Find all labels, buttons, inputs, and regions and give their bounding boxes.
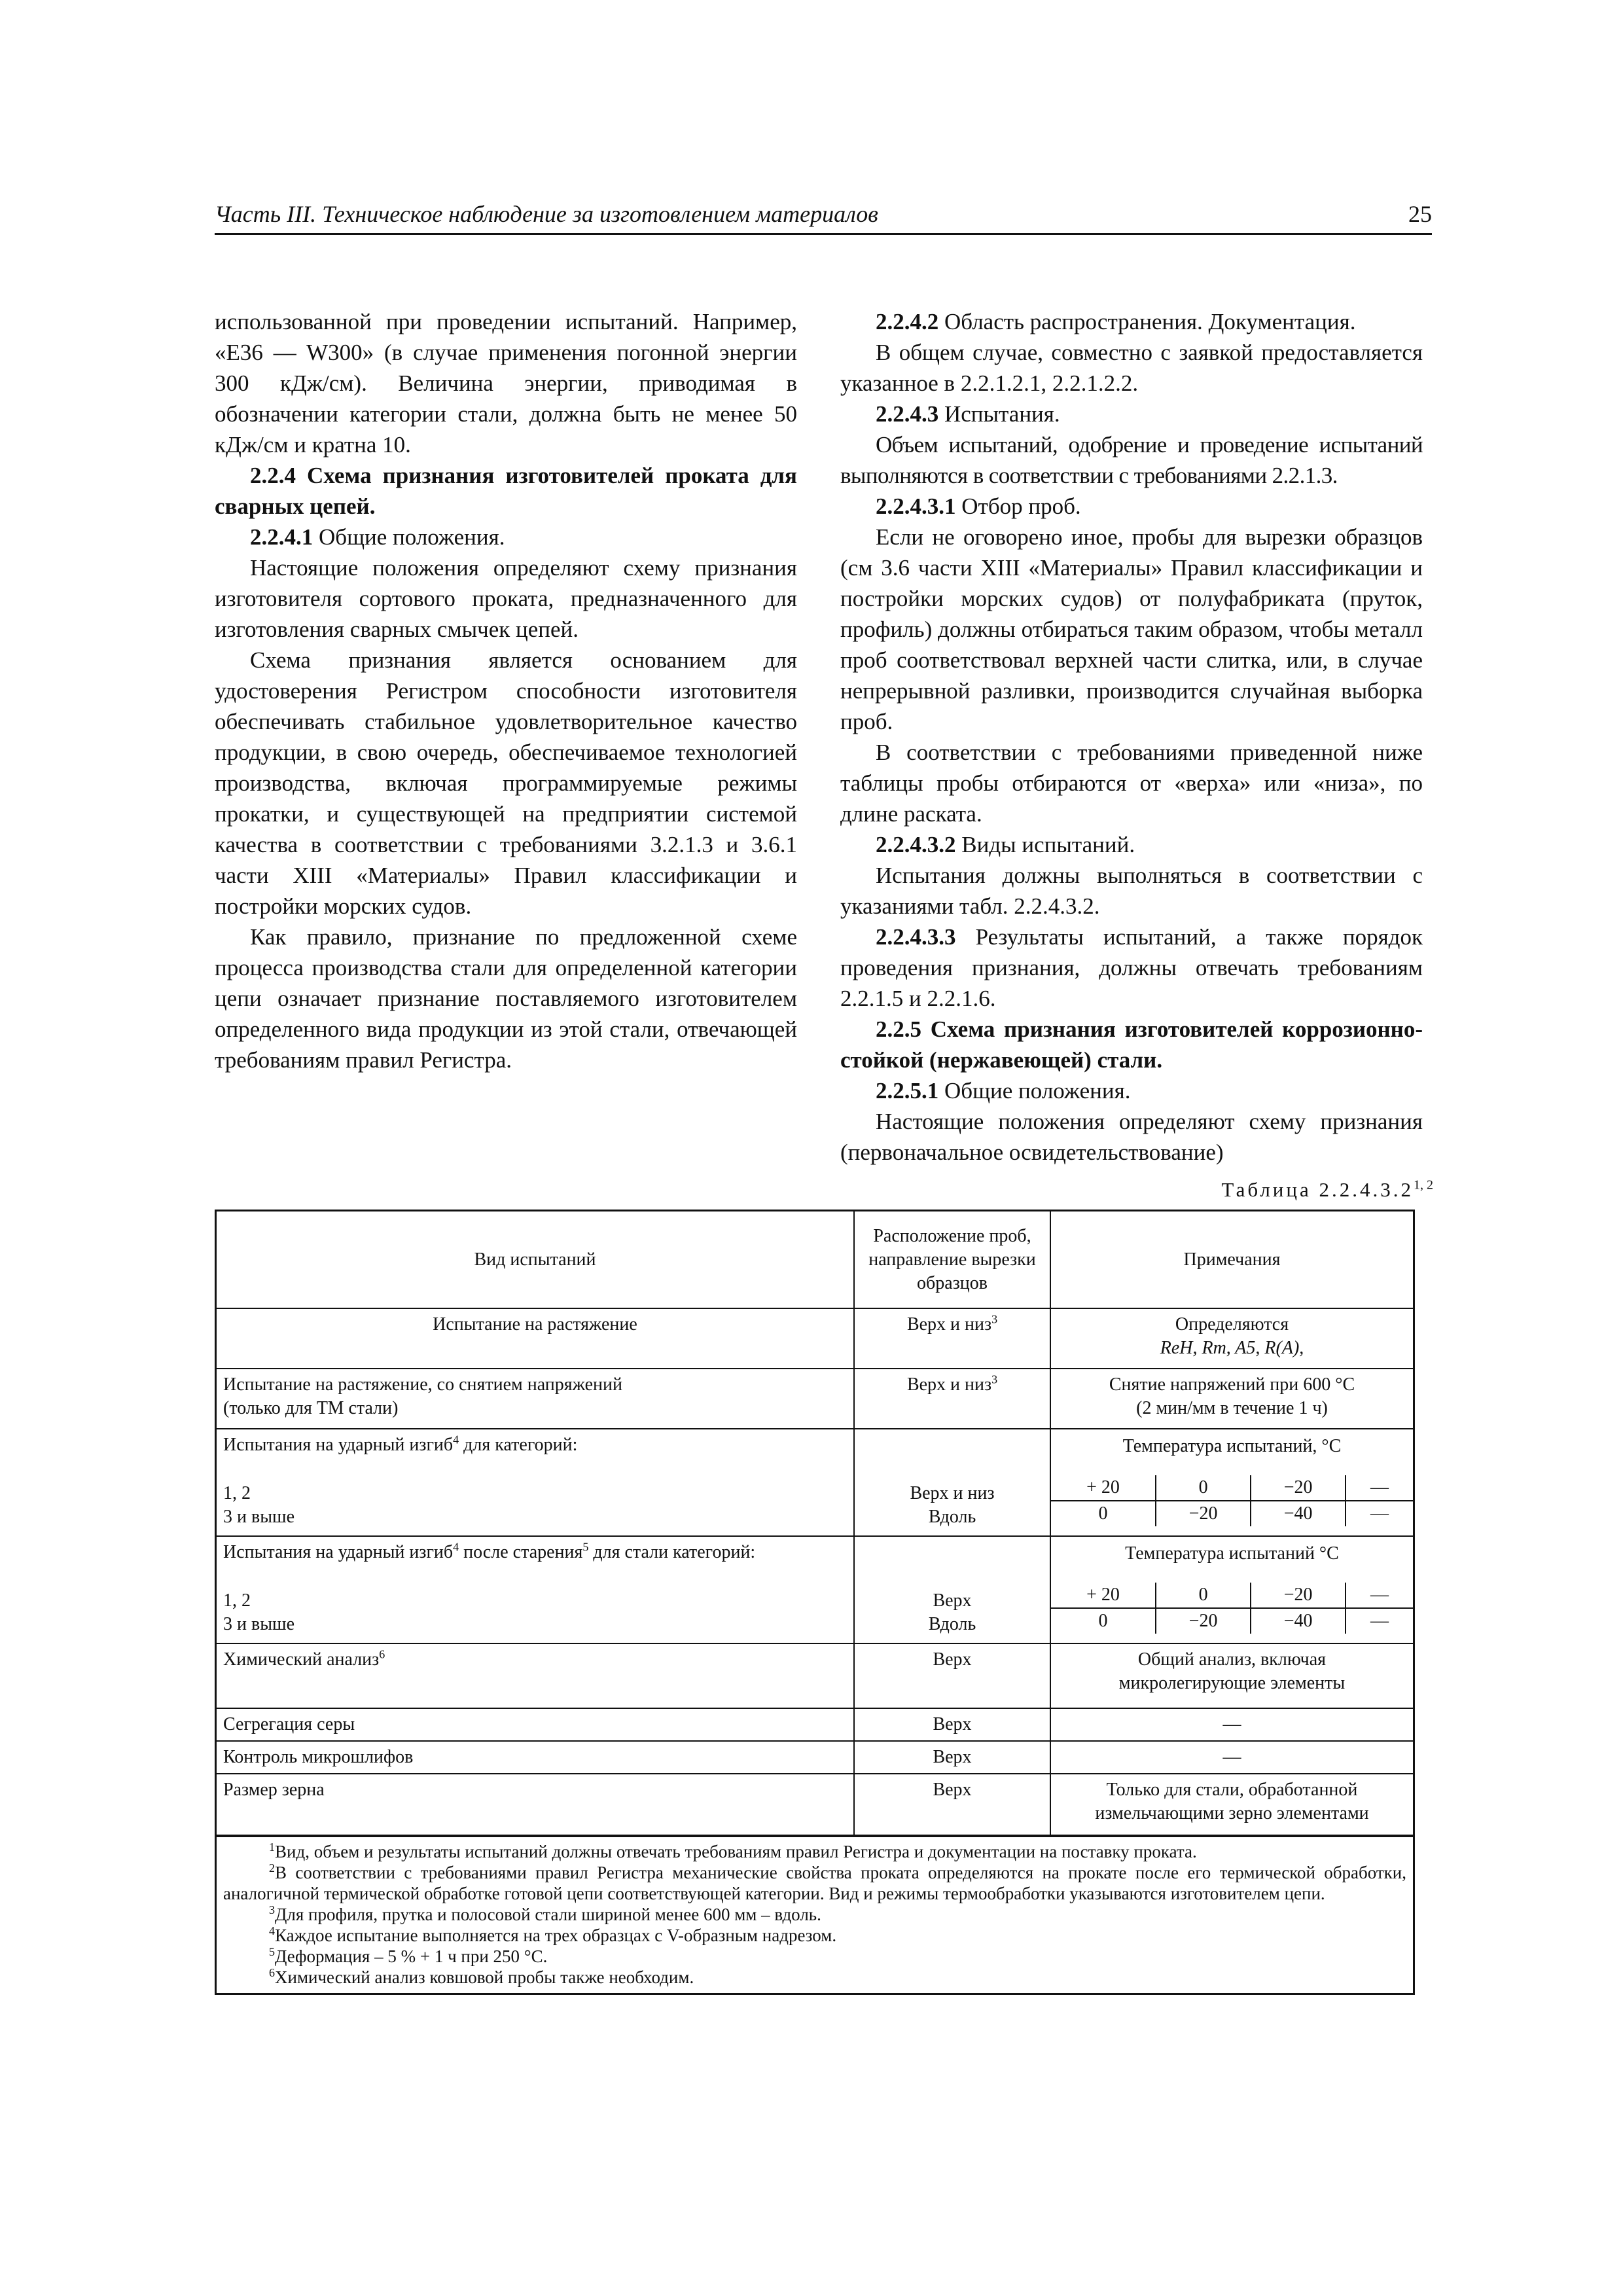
cell-text: Верх и низ [910,1483,995,1503]
footnote-text: Для профиля, прутка и полосовой стали шириной менее 600 мм – вдоль. [275,1905,821,1924]
temp-value: −40 [1251,1608,1346,1634]
cell-text: Вдоль [928,1614,976,1634]
cell-text [223,1541,847,1564]
paragraph: В общем случае, совместно с заявкой предоставляется указанное в 2.2.1.2.1, 2.2.1.2.2. [840,340,1423,396]
footnote-text: Каждое испытание выполняется на трех образцах с V-образным надрезом. [275,1926,837,1945]
cell-text: Химический анализ [223,1649,380,1670]
table-header-row [217,1211,1413,1308]
table-row [217,1369,1413,1429]
temp-value: — [1346,1475,1413,1501]
temp-value: −40 [1251,1501,1346,1526]
table-caption-sup: 1, 2 [1414,1177,1433,1193]
table-cell [217,1429,854,1536]
table-cell [1050,1429,1413,1536]
footnote-number: 1 [269,1840,275,1854]
temp-value: 0 [1051,1608,1156,1634]
temp-value: 0 [1051,1501,1156,1526]
temp-value: — [1346,1501,1413,1526]
table-row [217,1429,1413,1536]
footnote-ref: 6 [379,1647,385,1661]
cell-text: Верх и низ [906,1374,992,1395]
temp-value: 0 [1156,1583,1251,1608]
subsection [840,829,1423,860]
cell-text: (только для ТМ стали) [223,1398,399,1418]
temp-value: + 20 [1051,1475,1156,1501]
right-column [840,306,1423,1168]
cell-text: (2 мин/мм в течение 1 ч) [1136,1398,1328,1418]
footnote-ref: 5 [582,1540,589,1554]
table-cell: Верх [854,1774,1050,1835]
cell-text: Верх [933,1590,972,1611]
paragraph: Настоящие положения определяют схему признания (первоначальное освидетельствование) [840,1109,1423,1165]
cell-text: микролегирующие элементы [1118,1673,1346,1693]
running-title: Часть III. Техническое наблюдение за изготовлением материалов [215,201,878,227]
page-number: 25 [1408,201,1432,227]
section-number: 2.2.4.3.3 [876,924,956,950]
cell-text: Температура испытаний, °С [1122,1436,1342,1456]
section-number: 2.2.4 [250,463,296,488]
table-cell [217,1643,854,1708]
cell-text: 1, 2 [223,1483,251,1503]
cell-text: измельчающими зерно элементами [1095,1803,1369,1823]
table-cell [217,1536,854,1643]
cell-text: Общий анализ, включая [1137,1649,1327,1670]
column-header: Вид испытаний [217,1211,854,1308]
table-cell: Размер зерна [217,1774,854,1835]
cell-text: 3 и выше [223,1614,295,1634]
table-row [217,1774,1413,1835]
temp-value: + 20 [1051,1583,1156,1608]
cell-text-part: для стали категорий: [588,1542,756,1562]
subsection [840,491,1423,522]
table-cell [1050,1308,1413,1369]
paragraph: Как правило, признание по предложенной схеме процесса производства стали для определенной категории цепи означает признание поставляемого изготовителем определенного вида продукции из этой стали, отвечающей требованиям правил Регистра. [215,924,797,1073]
footnote-number: 6 [269,1966,275,1979]
cell-text: Верх и низ [906,1314,992,1335]
table-cell: Контроль микрошлифов [217,1741,854,1774]
subsection-title: Общие положения. [319,524,505,550]
footnote-ref: 4 [453,1540,459,1554]
temp-value: −20 [1251,1475,1346,1501]
footnote [223,1925,1406,1946]
table-footnotes [217,1836,1413,1993]
subsection [840,1075,1423,1106]
table-row [217,1643,1413,1708]
section-number: 2.2.5 [876,1016,921,1042]
table-cell [1050,1369,1413,1429]
cell-text [223,1433,847,1457]
table-cell [854,1429,1050,1536]
cell-text: 1, 2 [223,1590,251,1611]
table-cell [854,1536,1050,1643]
section-number: 2.2.4.2 [876,309,939,334]
cell-text: Определяются [1175,1314,1289,1335]
left-column [215,306,797,1075]
section-heading [840,1014,1423,1075]
section-number: 2.2.4.3.2 [876,832,956,857]
subsection-title: Испытания. [944,401,1060,427]
table-cell [1050,1643,1413,1708]
footnote-text: Вид, объем и результаты испытаний должны отвечать требованиям правил Регистра и документации на поставку проката. [275,1842,1197,1861]
paragraph: Схема признания является основанием для удостоверения Регистром способности изготовителя обеспечивать стабильное удовлетворительное качество продукции, в свою очередь, обеспечиваемое технологией производства, включая программируемые режимы прокатки, и существующей на предприятии системой качества в соответствии с требованиями 3.2.1.3 и 3.6.1 части XIII «Материалы» Правил классификации и постройки морских судов. [215,647,797,919]
table-cell: Испытание на растяжение [217,1308,854,1369]
temp-value: −20 [1156,1501,1251,1526]
table-cell: Сегрегация серы [217,1708,854,1741]
cell-text: Испытание на растяжение, со снятием напряжений [223,1374,623,1395]
footnote [223,1904,1406,1925]
footnote-ref: 4 [453,1433,459,1446]
section-number: 2.2.5.1 [876,1078,939,1103]
table-row [217,1308,1413,1369]
subsection-title: Виды испытаний. [961,832,1135,857]
paragraph: В соответствии с требованиями приведенной ниже таблицы пробы отбираются от «верха» или «низа», по длине раската. [840,740,1423,827]
temperature-grid [1051,1475,1413,1526]
footnote-number: 2 [269,1861,275,1874]
temp-value: — [1346,1583,1413,1608]
cell-text-part: Испытания на ударный изгиб [223,1542,454,1562]
section-heading [215,460,797,522]
column-header: Расположение проб, направление вырезки образцов [854,1211,1050,1308]
section-number: 2.2.4.3.1 [876,493,956,519]
paragraph: использованной при проведении испытаний. Например, «E36 — W300» (в случае применения погонной энергии 300 кДж/см). Величина энергии, приводимая в обозначении категории стали, должна быть не менее 50 кДж/см и кратна 10. [215,309,797,457]
footnote-text: Химический анализ ковшовой пробы также необходим. [275,1967,694,1987]
section-title: Схема признания изготовителей коррозионно-стойкой (нержавеющей) стали. [840,1016,1423,1073]
cell-text: 3 и выше [223,1507,295,1527]
table-cell: Верх [854,1741,1050,1774]
cell-text: Вдоль [928,1507,976,1527]
subsection [840,306,1423,337]
paragraph: Испытания должны выполняться в соответствии с указаниями табл. 2.2.4.3.2. [840,863,1423,919]
paragraph: Настоящие положения определяют схему признания изготовителя сортового проката, предназначенного для изготовления сварных смычек цепей. [215,555,797,642]
cell-text: Только для стали, обработанной [1106,1780,1358,1800]
table-caption-text: Таблица 2.2.4.3.2 [1221,1178,1414,1201]
subsection-title: Отбор проб. [961,493,1081,519]
table-cell [1050,1774,1413,1835]
temp-value: — [1346,1608,1413,1634]
paragraph: Объем испытаний, одобрение и проведение испытаний выполняются в соответствии с требованиями 2.2.1.3. [840,432,1423,488]
footnote [223,1946,1406,1967]
footnote-ref: 3 [991,1372,998,1386]
cell-text-part: для категорий: [459,1435,578,1455]
footnote-text: Деформация – 5 % + 1 ч при 250 °С. [275,1946,548,1966]
footnote-number: 3 [269,1903,275,1916]
column-header: Примечания [1050,1211,1413,1308]
subsection [840,922,1423,1014]
page-header [215,200,1432,235]
subsection [215,522,797,552]
table-row [217,1708,1413,1741]
table-cell: Верх [854,1708,1050,1741]
cell-text: Температура испытаний °С [1125,1543,1339,1564]
cell-text: Снятие напряжений при 600 °С [1109,1374,1355,1395]
temp-value: −20 [1156,1608,1251,1634]
table-cell [854,1308,1050,1369]
table-cell: — [1050,1708,1413,1741]
subsection-title: Общие положения. [944,1078,1131,1103]
table-cell: Верх [854,1643,1050,1708]
footnote [223,1862,1406,1904]
cell-text: ReH, Rm, A5, R(A), [1160,1338,1304,1358]
footnote-number: 5 [269,1945,275,1958]
table-cell [854,1369,1050,1429]
footnote-ref: 3 [991,1312,998,1326]
temperature-grid [1051,1583,1413,1634]
table-cell [1050,1536,1413,1643]
cell-text-part: после старения [459,1542,583,1562]
temp-value: 0 [1156,1475,1251,1501]
tests-table [215,1210,1415,1995]
table-cell: — [1050,1741,1413,1774]
subsection-title: Область распространения. Документация. [944,309,1356,334]
footnote-text: В соответствии с требованиями правил Регистра механические свойства проката определяются на прокате после его термической обработки, аналогичной термической обработке готовой цепи соответствующей категории. Вид и режимы термообработки указываются изготовителем цепи. [223,1863,1406,1903]
cell-text-part: Испытания на ударный изгиб [223,1435,454,1455]
footnote [223,1841,1406,1862]
footnote-number: 4 [269,1924,275,1937]
section-number: 2.2.4.1 [250,524,313,550]
table-row [217,1536,1413,1643]
table-cell [217,1369,854,1429]
footnote [223,1967,1406,1988]
paragraph: Если не оговорено иное, пробы для вырезки образцов (см 3.6 части XIII «Материалы» Правил классификации и постройки морских судов) от полуфабриката (пруток, профиль) должны отбираться таким образом, чтобы металл проб соответствовал верхней части слитка, или, в случае непрерывной разливки, производится случайная выборка проб. [840,524,1423,734]
section-number: 2.2.4.3 [876,401,939,427]
subsection [840,399,1423,429]
subsection-text: Результаты испытаний, а также порядок проведения признания, должны отвечать требованиям 2.2.1.5 и 2.2.1.6. [840,924,1423,1011]
table-caption [982,1178,1433,1202]
temp-value: −20 [1251,1583,1346,1608]
section-title: Схема признания изготовителей проката для сварных цепей. [215,463,797,519]
table-row [217,1741,1413,1774]
